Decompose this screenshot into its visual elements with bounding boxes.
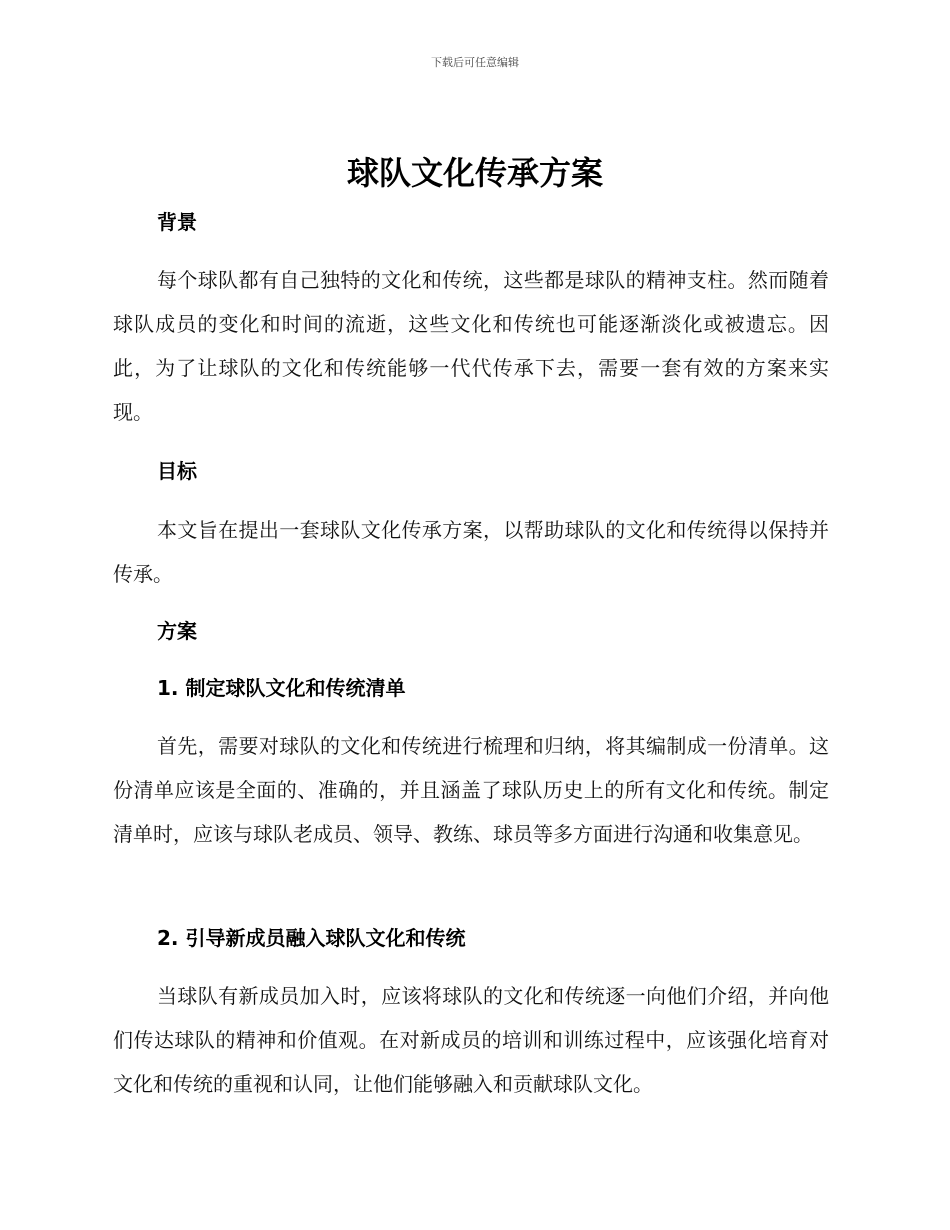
subsection-heading-2: 2. 引导新成员融入球队文化和传统 [157, 926, 466, 950]
section-heading-background: 背景 [157, 210, 197, 234]
document-title: 球队文化传承方案 [346, 154, 603, 192]
paragraph-background: 每个球队都有自己独特的文化和传统，这些都是球队的精神支柱。然而随着球队成员的变化和时间的流逝，这些文化和传统也可能逐渐淡化或被遗忘。因此，为了让球队的文化和传统能够一代代传承下去，需要一套有效的方案来实现。 [113, 268, 829, 424]
paragraph-plan-2: 当球队有新成员加入时，应该将球队的文化和传统逐一向他们介绍，并向他们传达球队的精神和价值观。在对新成员的培训和训练过程中，应该强化培育对文化和传统的重视和认同，让他们能够融入和贡献球队文化。 [113, 984, 829, 1096]
paragraph-plan-1: 首先，需要对球队的文化和传统进行梳理和归纳，将其编制成一份清单。这份清单应该是全面的、准确的，并且涵盖了球队历史上的所有文化和传统。制定清单时，应该与球队老成员、领导、教练、球员等多方面进行沟通和收集意见。 [113, 734, 829, 846]
subsection-heading-1: 1. 制定球队文化和传统清单 [157, 676, 406, 700]
paragraph-goal: 本文旨在提出一套球队文化传承方案，以帮助球队的文化和传统得以保持并传承。 [113, 518, 829, 586]
section-heading-plan: 方案 [157, 619, 197, 643]
header-note: 下载后可任意编辑 [431, 56, 519, 69]
section-heading-goal: 目标 [157, 459, 197, 483]
